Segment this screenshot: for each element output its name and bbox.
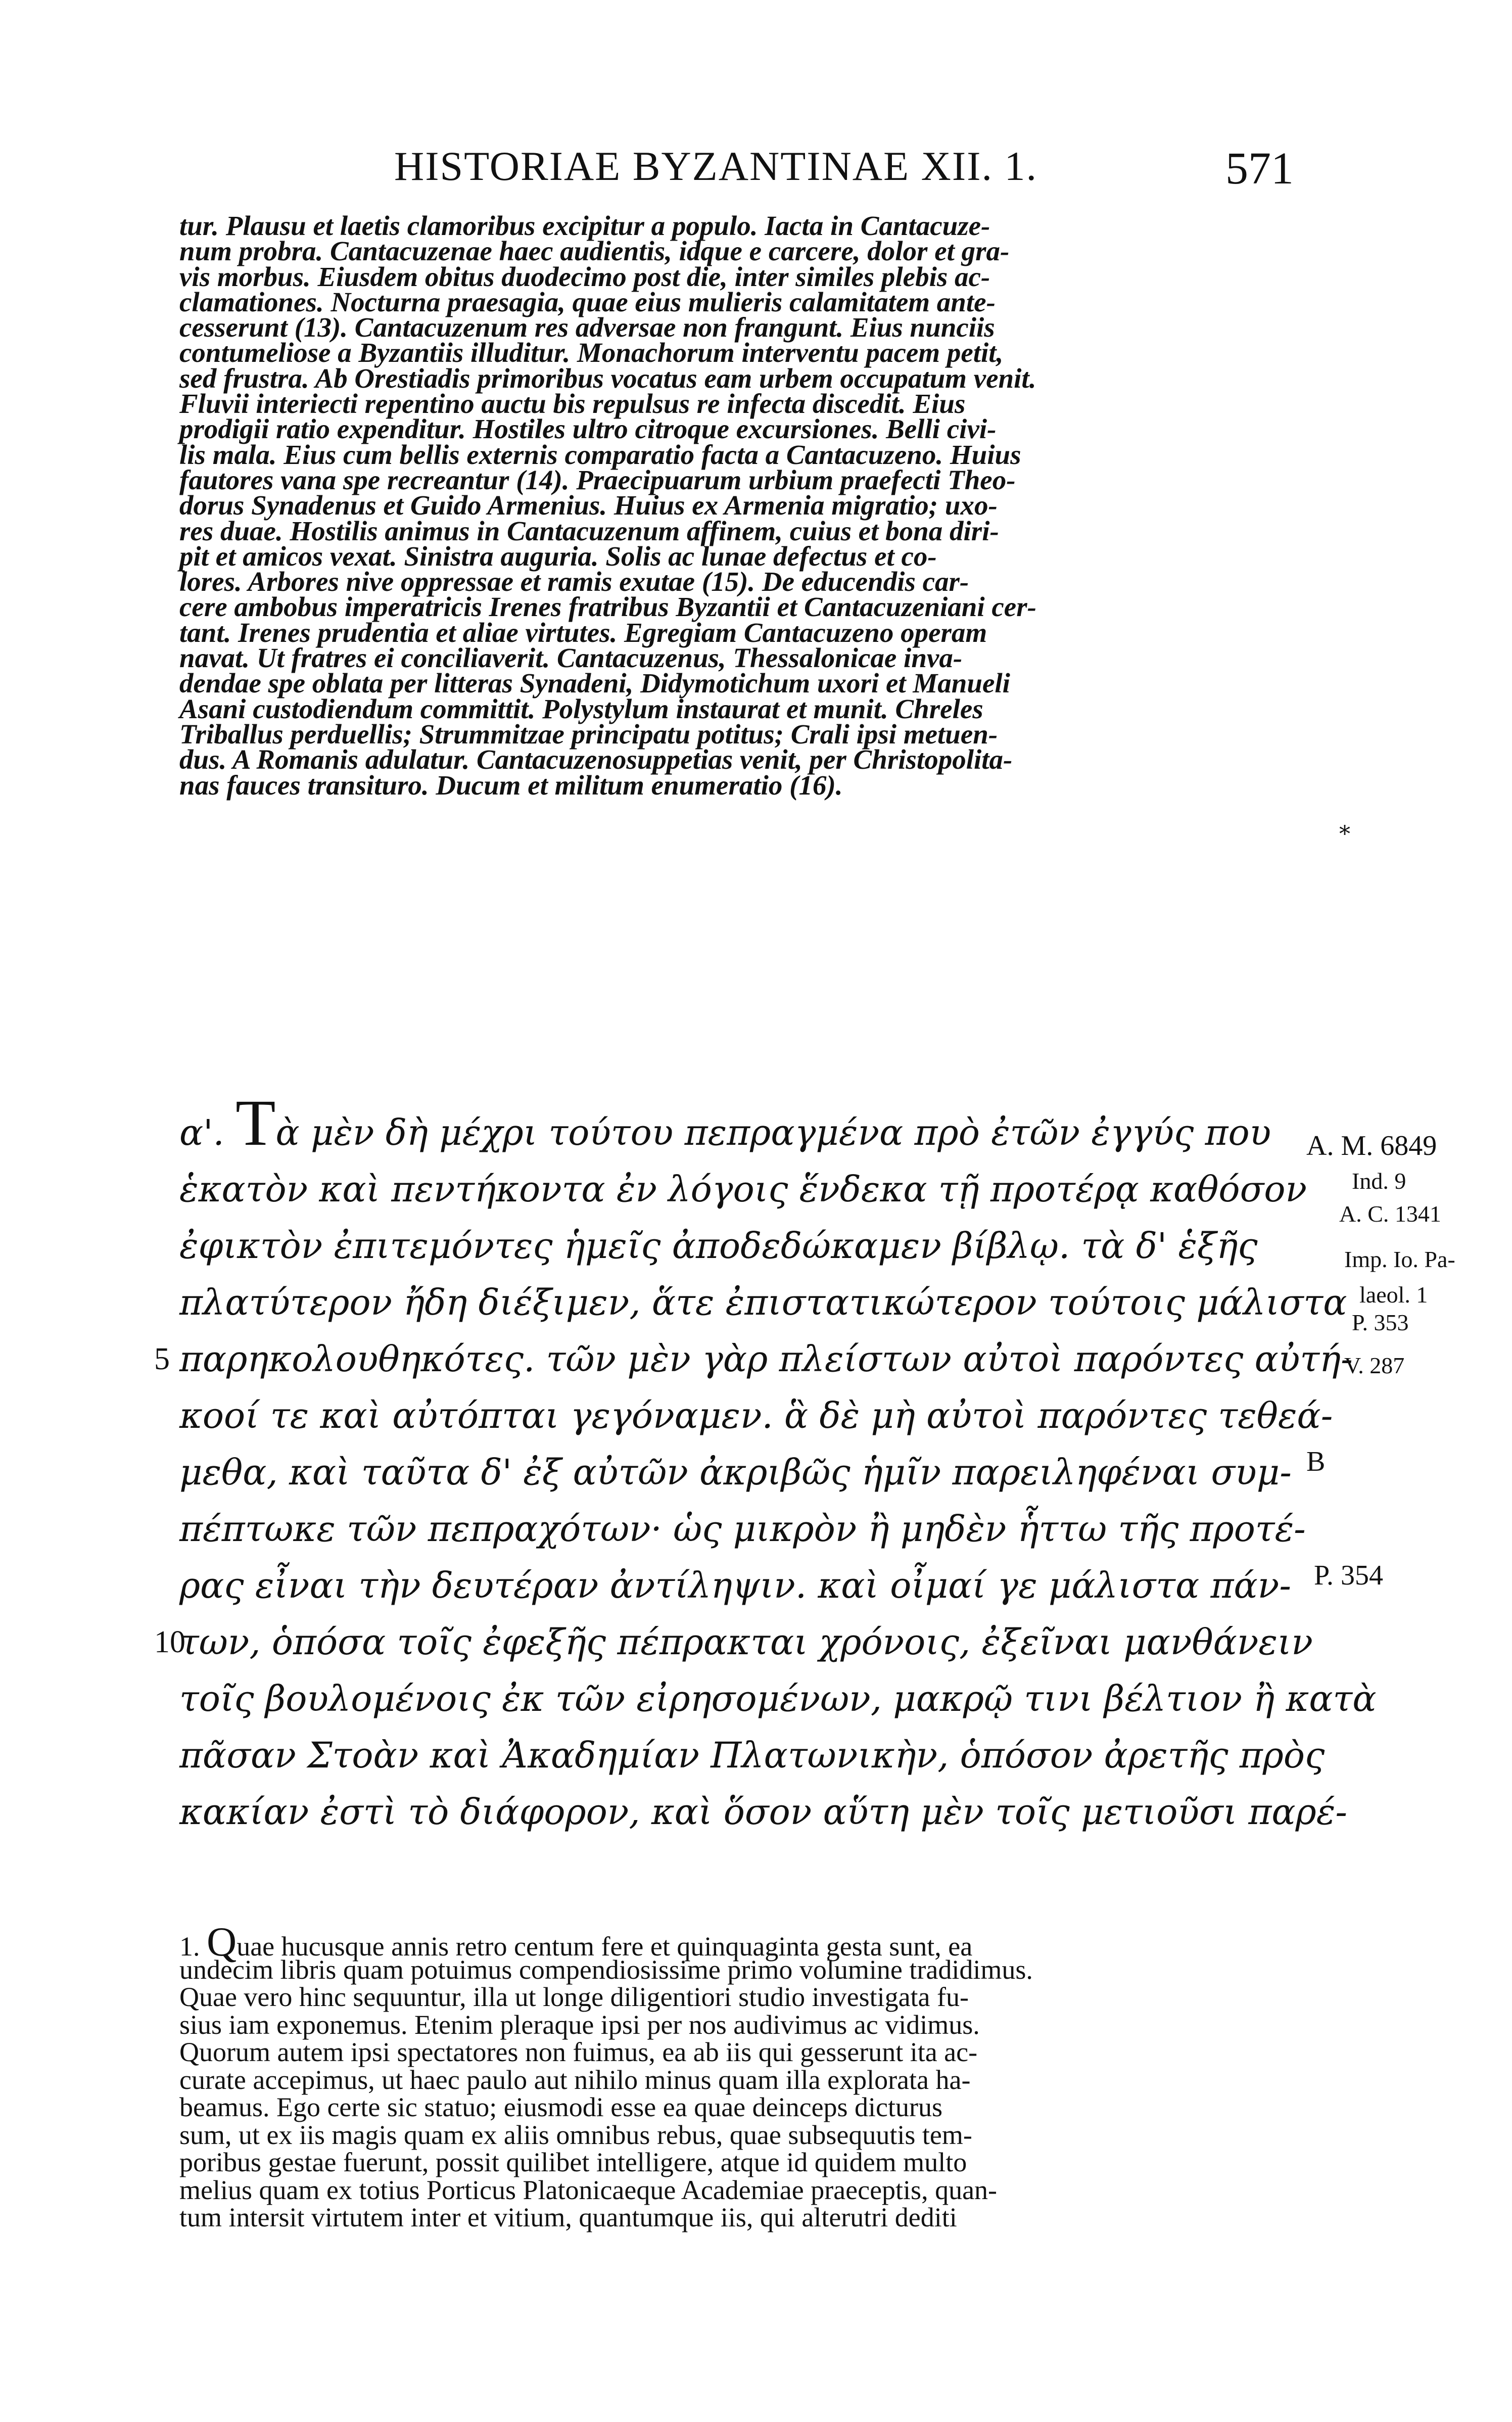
margin-note-imp: Imp. Io. Pa- bbox=[1344, 1246, 1455, 1272]
note-line: undecim libris quam potuimus compendiosissime primo volumine tradidimus. bbox=[179, 1954, 1033, 1985]
greek-line: πᾶσαν Στοὰν καὶ Ἀκαδημίαν Πλατωνικὴν, ὁπόσον ἀρετῆς πρὸς bbox=[179, 1735, 1325, 1776]
summary-line: tur. Plausu et laetis clamoribus excipitur a populo. Iacta in Cantacuze- bbox=[179, 210, 990, 241]
star-marker: * bbox=[1339, 821, 1350, 847]
greek-line: πλατύτερον ἤδη διέξιμεν, ἅτε ἐπιστατικώτερον τούτοις μάλιστα bbox=[179, 1282, 1347, 1323]
greek-line-text: των, ὁπόσα τοῖς ἐφεξῆς πέπρακται χρόνοις, ἐξεῖναι μανθάνειν bbox=[179, 1621, 1313, 1663]
summary-line: cesserunt (13). Cantacuzenum res adversae non frangunt. Eius nunciis bbox=[179, 312, 995, 343]
running-title: HISTORIAE BYZANTINAE XII. 1. bbox=[394, 143, 1037, 189]
summary-line: num probra. Cantacuzenae haec audientis, idque e carcere, dolor et gra- bbox=[179, 236, 1010, 267]
note-line-text: uae hucusque annis retro centum fere et quinquaginta gesta sunt, ea bbox=[237, 1931, 973, 1962]
greek-line bbox=[154, 1331, 1353, 1387]
note-line: curate accepimus, ut haec paulo aut nihilo minus quam illa explorata ha- bbox=[179, 2064, 971, 2095]
greek-line bbox=[154, 1614, 1313, 1670]
summary-line: fautores vana spe recreantur (14). Praecipuarum urbium praefecti Theo- bbox=[179, 464, 1016, 495]
summary-line: Asani custodiendum committit. Polystylum instaurat et munit. Chreles bbox=[179, 693, 983, 724]
note-line: sum, ut ex iis magis quam ex aliis omnibus rebus, quae subsequutis tem- bbox=[179, 2119, 972, 2150]
summary-line: pit et amicos vexat. Sinistra auguria. Solis ac lunae defectus et co- bbox=[179, 540, 937, 572]
note-line: tum intersit virtutem inter et vitium, quantumque iis, qui alterutri dediti bbox=[179, 2202, 957, 2232]
summary-line: res duae. Hostilis animus in Cantacuzenum affinem, cuius et bona diri- bbox=[179, 515, 999, 546]
note-line: melius quam ex totius Porticus Platonicaeque Academiae praeceptis, quan- bbox=[179, 2174, 998, 2205]
note-number: 1. bbox=[179, 1931, 200, 1962]
summary-line: prodigii ratio expenditur. Hostiles ultro citroque excursiones. Belli civi- bbox=[179, 413, 997, 445]
greek-line: κοοί τε καὶ αὐτόπται γεγόναμεν. ἃ δὲ μὴ αὐτοὶ παρόντες τεθεά- bbox=[179, 1395, 1333, 1436]
margin-note-ind: Ind. 9 bbox=[1352, 1168, 1406, 1194]
summary-line: dus. A Romanis adulatur. Cantacuzenosuppetias venit, per Christopolita- bbox=[179, 744, 1013, 775]
summary-line: contumeliose a Byzantiis illuditur. Monachorum interventu pacem petit, bbox=[179, 337, 1004, 368]
line-number: 10 bbox=[154, 1625, 185, 1659]
greek-line-text: ὰ μὲν δὴ μέχρι τούτου πεπραγμένα πρὸ ἐτῶν ἐγγύς που bbox=[275, 1112, 1271, 1153]
margin-note-ac: A. C. 1341 bbox=[1339, 1201, 1441, 1227]
page-number: 571 bbox=[1225, 144, 1294, 194]
greek-line: πέπτωκε τῶν πεπραχότων· ὡς μικρὸν ἢ μηδὲν ἧττω τῆς προτέ- bbox=[179, 1508, 1306, 1550]
summary-line: Fluvii interiecti repentino auctu bis repulsus re infecta discedit. Eius bbox=[179, 388, 966, 420]
margin-note-laeol: laeol. 1 bbox=[1359, 1282, 1428, 1308]
line-number: 5 bbox=[154, 1342, 170, 1376]
margin-note-p353: P. 353 bbox=[1352, 1310, 1409, 1335]
note-line: sius iam exponemus. Etenim pleraque ipsi per nos audivimus ac vidimus. bbox=[179, 2009, 980, 2040]
margin-note-am: A. M. 6849 bbox=[1306, 1130, 1437, 1161]
greek-line: ρας εἶναι τὴν δευτέραν ἀντίληψιν. καὶ οἶμαί γε μάλιστα πάν- bbox=[179, 1565, 1292, 1606]
summary-line: nas fauces transituro. Ducum et militum enumeratio (16). bbox=[179, 769, 843, 801]
summary-line: lis mala. Eius cum bellis externis comparatio facta a Cantacuzeno. Huius bbox=[179, 439, 1021, 470]
greek-line: κακίαν ἐστὶ τὸ διάφορον, καὶ ὅσον αὕτη μὲν τοῖς μετιοῦσι παρέ- bbox=[179, 1791, 1348, 1833]
note-line: poribus gestae fuerunt, possit quilibet intelligere, atque id quidem multo bbox=[179, 2147, 967, 2177]
margin-note-b: B bbox=[1306, 1446, 1326, 1477]
note-drop-initial: Q bbox=[207, 1919, 237, 1965]
chapter-summary bbox=[179, 210, 1311, 801]
note-line: beamus. Ego certe sic statuo; eiusmodi esse ea quae deinceps dicturus bbox=[179, 2092, 943, 2122]
footnotes-block bbox=[179, 1919, 1311, 2232]
drop-initial: Τ bbox=[235, 1087, 276, 1159]
summary-line: clamationes. Nocturna praesagia, quae eius mulieris calamitatem ante- bbox=[179, 286, 996, 317]
summary-line: dendae spe oblata per litteras Synadeni, Didymotichum uxori et Manueli bbox=[179, 668, 1010, 699]
summary-line: lores. Arbores nive oppressae et ramis exutae (15). De educendis car- bbox=[179, 566, 969, 597]
note-line: Quorum autem ipsi spectatores non fuimus, ea ab iis qui gesserunt ita ac- bbox=[179, 2037, 978, 2067]
margin-note-p354: P. 354 bbox=[1314, 1560, 1383, 1591]
greek-line-text: παρηκολουθηκότες. τῶν μὲν γὰρ πλείστων αὐτοὶ παρόντες αὐτή- bbox=[179, 1338, 1353, 1380]
section-mark: α'. bbox=[179, 1112, 224, 1153]
summary-line: tant. Irenes prudentia et aliae virtutes. Egregiam Cantacuzeno operam bbox=[179, 617, 987, 648]
greek-line: τοῖς βουλομένοις ἐκ τῶν εἰρησομένων, μακρῷ τινι βέλτιον ἢ κατὰ bbox=[179, 1678, 1377, 1719]
summary-line: cere ambobus imperatricis Irenes fratribus Byzantii et Cantacuzeniani cer- bbox=[179, 591, 1036, 623]
greek-line: ἑκατὸν καὶ πεντήκοντα ἐν λόγοις ἕνδεκα τῇ προτέρᾳ καθόσον bbox=[179, 1169, 1307, 1210]
summary-line: sed frustra. Ab Orestiadis primoribus vocatus eam urbem occupatum venit. bbox=[179, 362, 1036, 394]
greek-line bbox=[179, 1087, 1271, 1161]
greek-line: μεθα, καὶ ταῦτα δ' ἐξ αὐτῶν ἀκριβῶς ἡμῖν παρειληφέναι συμ- bbox=[179, 1452, 1292, 1493]
greek-line: ἐφικτὸν ἐπιτεμόντες ἡμεῖς ἀποδεδώκαμεν βίβλῳ. τὰ δ' ἑξῆς bbox=[179, 1225, 1258, 1267]
running-head bbox=[394, 143, 1304, 198]
note-line bbox=[179, 1919, 1311, 1965]
note-line: Quae vero hinc sequuntur, illa ut longe diligentiori studio investigata fu- bbox=[179, 1982, 969, 2012]
summary-line: navat. Ut fratres ei conciliaverit. Cantacuzenus, Thessalonicae inva- bbox=[179, 642, 963, 674]
summary-line: Triballus perduellis; Strummitzae principatu potitus; Crali ipsi metuen- bbox=[179, 718, 998, 750]
margin-note-v287: V. 287 bbox=[1344, 1353, 1405, 1378]
summary-line: dorus Synadenus et Guido Armenius. Huius ex Armenia migratio; uxo- bbox=[179, 490, 998, 521]
summary-line: vis morbus. Eiusdem obitus duodecimo post die, inter similes plebis ac- bbox=[179, 261, 990, 292]
